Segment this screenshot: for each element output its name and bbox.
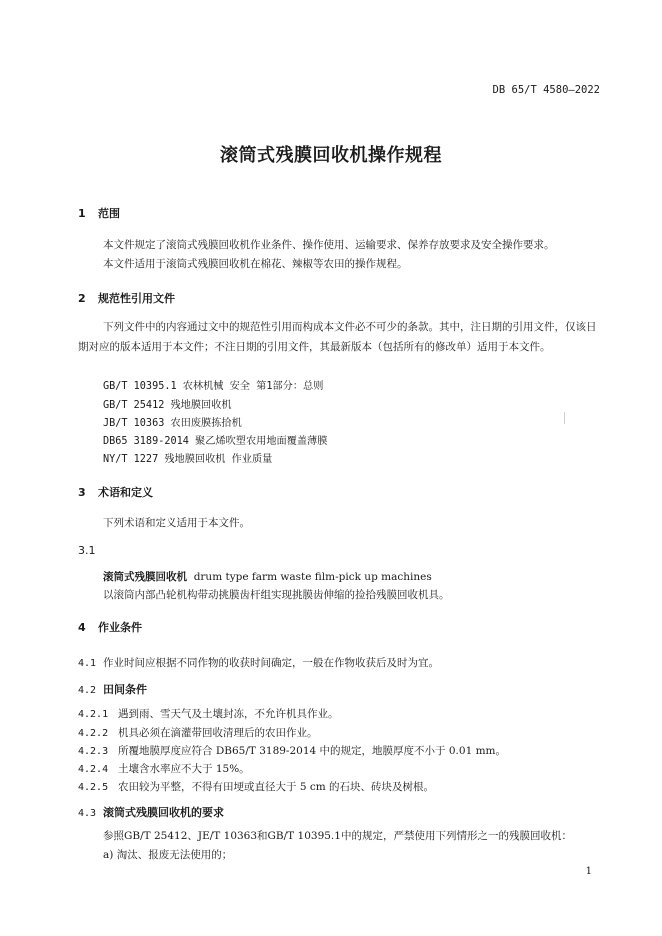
clause-4-1 bbox=[78, 655, 439, 670]
section-1-heading bbox=[78, 205, 120, 221]
section-2-heading bbox=[78, 290, 175, 306]
clause-4-2-heading bbox=[78, 681, 147, 697]
section-2-intro: 下列文件中的内容通过文中的规范性引用而构成本文件必不可少的条款。其中，注日期的引用文件，仅该日期对应的版本适用于本文件；不注日期的引用文件，其最新版本（包括所有的修改单）适用于本文件。 bbox=[78, 321, 597, 353]
clause-item bbox=[78, 706, 339, 721]
clause-text: 遇到雨、雪天气及土壤封冻，不允许机具作业。 bbox=[118, 708, 339, 720]
clause-text: 作业时间应根据不同作物的收获时间确定，一般在作物收获后及时为宜。 bbox=[103, 657, 439, 669]
clause-4-3-heading bbox=[78, 804, 224, 820]
section-number: 1 bbox=[78, 207, 86, 220]
clause-item bbox=[78, 779, 434, 794]
section-title: 作业条件 bbox=[98, 621, 142, 634]
reference-item: GB/T 10395.1 农林机械 安全 第1部分：总则 bbox=[103, 381, 324, 392]
clause-item bbox=[78, 725, 318, 740]
clause-number: 4.2.4 bbox=[78, 764, 109, 775]
section-3-intro: 下列术语和定义适用于本文件。 bbox=[103, 517, 250, 529]
page-number: 1 bbox=[585, 866, 592, 877]
section-title: 规范性引用文件 bbox=[98, 292, 175, 305]
section-3-heading bbox=[78, 484, 153, 500]
term-heading bbox=[103, 569, 432, 584]
clause-item bbox=[78, 743, 506, 758]
section-number: 3 bbox=[78, 486, 86, 499]
term-definition: 以滚筒内部凸轮机构带动挑膜齿杆组实现挑膜齿伸缩的捡拾残膜回收机具。 bbox=[103, 589, 450, 601]
section-4-heading bbox=[78, 619, 142, 635]
term-number: 3.1 bbox=[78, 544, 96, 557]
clause-4-3-paragraph: 参照GB/T 25412、JE/T 10363和GB/T 10395.1中的规定，严禁使用下列情形之一的残膜回收机： bbox=[103, 830, 572, 842]
section-title: 术语和定义 bbox=[98, 486, 153, 499]
section-number: 4 bbox=[78, 621, 86, 634]
clause-number: 4.2.2 bbox=[78, 728, 109, 739]
clause-item bbox=[78, 761, 250, 776]
clause-text: 所覆地膜厚度应符合 DB65/T 3189-2014 中的规定，地膜厚度不小于 0.01 mm。 bbox=[118, 745, 507, 757]
term-chinese: 滚筒式残膜回收机 bbox=[103, 571, 187, 583]
section-1-paragraph-2: 本文件适用于滚筒式残膜回收机在棉花、辣椒等农田的操作规程。 bbox=[103, 258, 408, 270]
term-english: drum type farm waste film-pick up machines bbox=[193, 571, 432, 583]
clause-number: 4.2.1 bbox=[78, 709, 109, 720]
section-number: 2 bbox=[78, 292, 86, 305]
clause-number: 4.2 bbox=[78, 685, 97, 696]
reference-item: DB65 3189-2014 聚乙烯吹塑农用地面覆盖薄膜 bbox=[103, 436, 328, 447]
clause-title: 滚筒式残膜回收机的要求 bbox=[103, 806, 224, 819]
clause-text: 机具必须在滴灌带回收清理后的农田作业。 bbox=[118, 727, 318, 739]
reference-item: GB/T 25412 残地膜回收机 bbox=[103, 400, 232, 411]
clause-number: 4.3 bbox=[78, 808, 97, 819]
clause-number: 4.2.5 bbox=[78, 782, 109, 793]
reference-item: JB/T 10363 农田废膜拣拾机 bbox=[103, 418, 242, 429]
margin-mark bbox=[564, 412, 565, 424]
section-1-paragraph-1: 本文件规定了滚筒式残膜回收机作业条件、操作使用、运输要求、保养存放要求及安全操作要求。 bbox=[103, 239, 555, 251]
section-title: 范围 bbox=[98, 207, 120, 220]
clause-text: 土壤含水率应不大于 15%。 bbox=[118, 763, 250, 775]
clause-4-3-item-a: a) 淘汰、报废无法使用的； bbox=[103, 849, 233, 861]
reference-item: NY/T 1227 残地膜回收机 作业质量 bbox=[103, 454, 273, 465]
clause-text: 农田较为平整，不得有田埂或直径大于 5 cm 的石块、砖块及树根。 bbox=[118, 781, 435, 793]
clause-number: 4.1 bbox=[78, 658, 97, 669]
standard-number: DB 65/T 4580—2022 bbox=[492, 84, 600, 96]
clause-number: 4.2.3 bbox=[78, 746, 109, 757]
document-title: 滚筒式残膜回收机操作规程 bbox=[220, 145, 442, 166]
clause-title: 田间条件 bbox=[103, 683, 147, 696]
